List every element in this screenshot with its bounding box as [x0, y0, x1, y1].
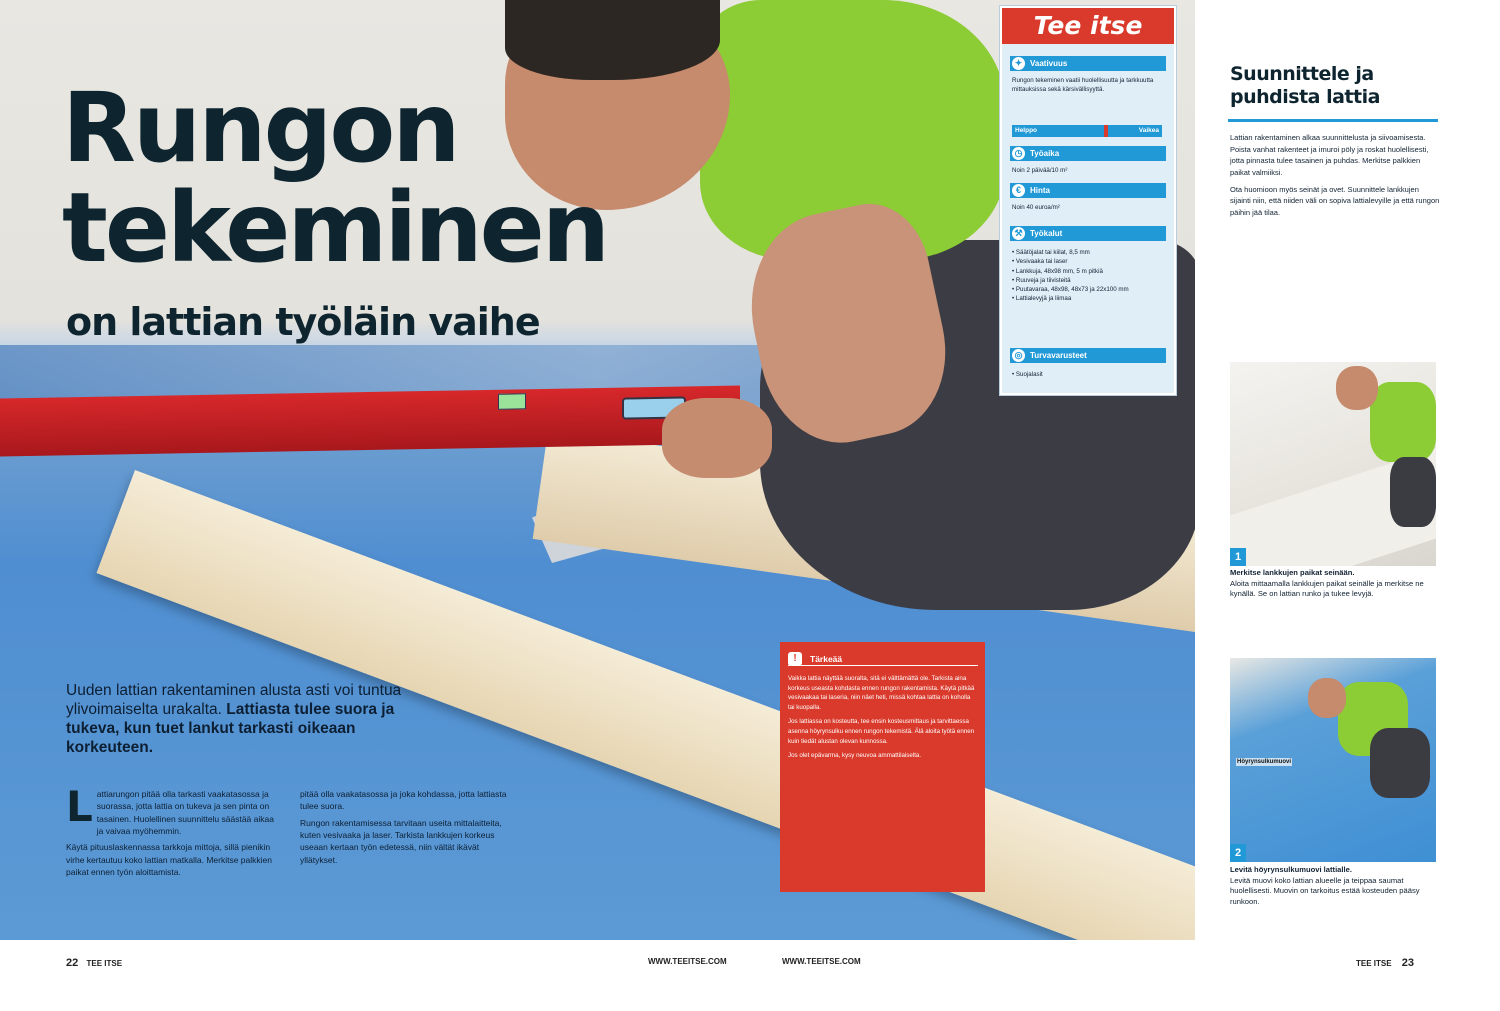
left-magazine-name: TEE ITSE — [86, 959, 123, 968]
worker-shirt — [1370, 382, 1436, 462]
page-subtitle: on lattian työläin vaihe — [66, 300, 540, 344]
step2-title: Levitä höyrynsulkumuovi lattialle. — [1230, 865, 1352, 874]
level-vial — [498, 393, 526, 409]
worker-head — [1336, 366, 1378, 410]
tee-itse-infobox — [1000, 6, 1176, 395]
page-title-line1: Rungon — [62, 72, 458, 184]
difficulty-heading — [1010, 56, 1166, 71]
ingress-bold: Lattiasta tulee suora ja tukeva, kun tuet lankut tarkasti oikeaan korkeuteen. — [66, 700, 395, 756]
body-paragraph: pitää olla vaakatasossa ja joka kohdassa, jotta lattiasta tulee suora. — [300, 789, 507, 812]
time-label: Työaika — [1030, 149, 1060, 158]
difficulty-marker — [1104, 125, 1108, 137]
safety-heading — [1010, 348, 1166, 363]
step1-text: Aloita mittaamalla lankkujen paikat seinälle ja merkitse ne kynällä. Se on lattian runko ja tukee levyjä. — [1230, 578, 1424, 599]
step-number: 2 — [1230, 844, 1246, 862]
safety-label: Turvavarusteet — [1030, 351, 1087, 360]
tools-item: • Vesivaaka tai laser — [1012, 258, 1068, 266]
step-number: 1 — [1230, 548, 1246, 566]
difficulty-bar — [1012, 125, 1162, 137]
time-heading — [1010, 146, 1166, 161]
tools-item: • Lankkuja, 48x98 mm, 5 m pitkiä — [1012, 267, 1103, 275]
worker-pants — [1370, 728, 1430, 798]
tip-label: Tärkeää — [810, 654, 843, 664]
worker-pants — [1390, 457, 1436, 527]
ingress-normal: Uuden lattian rakentaminen alusta asti voi tuntua ylivoimaiselta urakalta. — [66, 682, 402, 718]
tee-itse-header: Tee itse — [1002, 8, 1174, 44]
body-column-2 — [300, 788, 515, 870]
hammer-icon: ⚒ — [1012, 227, 1025, 240]
right-page-number: 23 — [1401, 957, 1415, 969]
tools-heading — [1010, 226, 1166, 241]
dropcap: L — [66, 782, 93, 831]
tools-label: Työkalut — [1030, 229, 1063, 238]
difficulty-label: Vaativuus — [1030, 59, 1068, 68]
tip-box — [780, 642, 985, 892]
right-paragraph: Lattian rakentaminen alkaa suunnittelusta ja siivoamisesta. Poista vanhat rakenteet ja imuroi pöly ja roskat huolellisesti, jotta pinnasta tulee tasainen ja puhdas. Merkitse palkkien paikat valmiiksi. — [1230, 133, 1429, 177]
ingress — [66, 682, 406, 758]
step1-title: Merkitse lankkujen paikat seinään. — [1230, 568, 1355, 577]
step1-caption — [1230, 568, 1442, 600]
right-body — [1230, 132, 1440, 223]
safety-list — [1012, 370, 1162, 379]
step2-text: Levitä muovi koko lattian alueelle ja teippaa saumat huolellisesti. Muovin on tarkoitus estää kosteuden pääsy runkoon. — [1230, 875, 1420, 906]
clock-icon: ◷ — [1012, 147, 1025, 160]
tools-list — [1012, 248, 1162, 304]
worker-head — [1308, 678, 1346, 718]
cost-text: Noin 40 euroa/m² — [1012, 204, 1060, 211]
goggles-icon: ◎ — [1012, 349, 1025, 362]
time-text: Noin 2 päivää/10 m² — [1012, 167, 1068, 174]
tip-text — [788, 674, 978, 761]
body-paragraph: Rungon rakentamisessa tarvitaan useita mittalaitteita, kuten vesivaaka ja laser. Tarkista lankkujen korkeus useaan kertaan työn edetessä, niin vältät ikävät yllätykset. — [300, 817, 502, 865]
page-title-line2: tekeminen — [62, 172, 608, 284]
bar-left-label: Helppo — [1015, 127, 1038, 134]
tools-item: • Säätöjalat tai kiilat, 8,5 mm — [1012, 249, 1090, 256]
euro-icon: € — [1012, 184, 1025, 197]
body-paragraph: Käytä pituuslaskennassa tarkkoja mittoja, sillä pienikin virhe kertautuu koko lattian matkalla. Merkitse palkkien paikat ennen työn aloittamista. — [66, 842, 272, 877]
right-footer — [1356, 957, 1414, 969]
tools-item: • Ruuveja ja tiivisteitä — [1012, 276, 1071, 284]
tools-item: • Puutavaraa, 48x98, 48x73 ja 22x100 mm — [1012, 286, 1129, 294]
tip-heading — [788, 652, 978, 666]
tip-paragraph: Vaikka lattia näyttää suoralta, sitä ei välttämättä ole. Tarkista aina korkeus useasta kohdasta ennen rungon rakentamista. Käytä pitkää vesivaakaa tai laseria, niin näet heti, missä kohtaa lattia on koholla tai kuopalla. — [788, 675, 975, 711]
bar-right-label: Vaikea — [1138, 127, 1159, 134]
heading-rule — [1228, 119, 1438, 122]
difficulty-icon: ✦ — [1012, 57, 1025, 70]
right-magazine-name: TEE ITSE — [1356, 959, 1392, 968]
left-page-number: 22 — [66, 957, 79, 969]
worker-hair — [505, 0, 720, 80]
step1-photo — [1230, 362, 1436, 566]
tools-item: • Lattialevyjä ja liimaa — [1012, 295, 1072, 303]
step2-caption — [1230, 865, 1442, 908]
cost-label: Hinta — [1030, 186, 1050, 195]
step2-label: Höyrynsulkumuovi — [1237, 759, 1292, 765]
difficulty-text: Rungon tekeminen vaatii huolellisuutta ja tarkkuutta mittauksissa sekä kärsivällisyyttä. — [1012, 77, 1154, 94]
safety-item: • Suojalasit — [1012, 371, 1043, 378]
left-footer — [66, 957, 122, 969]
step2-photo — [1230, 658, 1436, 862]
tip-paragraph: Jos olet epävarma, kysy neuvoa ammattilaiselta. — [788, 752, 922, 760]
tip-paragraph: Jos lattiassa on kosteutta, tee ensin kosteusmittaus ja tarvittaessa asenna höyrynsulku ennen rungon tekemistä. Älä aloita työtä ennen kuin tiedät alustan olevan kunnossa. — [788, 718, 975, 745]
right-footer-url: WWW.TEEITSE.COM — [782, 957, 861, 966]
body-column-1 — [66, 782, 281, 882]
right-paragraph: Ota huomioon myös seinät ja ovet. Suunnittele lankkujen sijainti niin, että niiden väli on sopiva lattialevyille ja että rungon päihin jää tilaa. — [1230, 184, 1440, 217]
body-paragraph: attiarungon pitää olla tarkasti vaakatasossa ja suorassa, jotta lattia on tukeva ja sen pinta on tasainen. Huolellinen suunnittelu säästää aikaa ja vaivaa myöhemmin. — [96, 789, 274, 836]
left-footer-url: WWW.TEEITSE.COM — [648, 957, 727, 966]
exclamation-icon: ! — [788, 652, 802, 666]
right-heading: Suunnittele ja puhdista lattia — [1230, 63, 1380, 108]
cost-heading — [1010, 183, 1166, 198]
worker-hand — [662, 398, 772, 478]
